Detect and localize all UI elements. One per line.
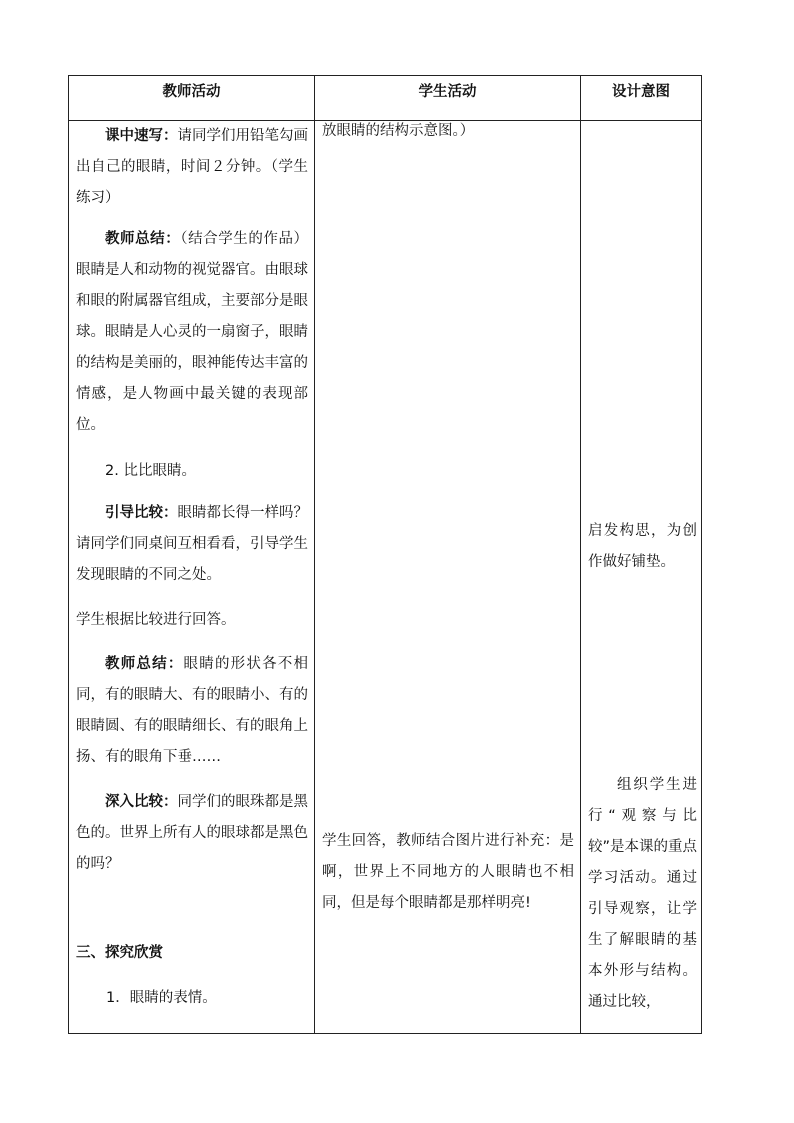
- summary2-text: 眼睛的形状各不相同，有的眼睛大、有的眼睛小、有的眼睛圆、有的眼睛细长、有的眼角上扬、有的眼角下垂……: [76, 656, 309, 765]
- compare-text: 眼睛都长得一样吗？请同学们同桌间互相看看，引导学生发现眼睛的不同之处。: [76, 505, 308, 583]
- student-line1: 放眼睛的结构示意图。）: [322, 123, 475, 139]
- student-activity-cell: [315, 121, 581, 1034]
- deep-compare-text: 同学们的眼珠都是黑色的。世界上所有人的眼球都是黑色的吗？: [76, 794, 308, 872]
- header-design-intent: 设计意图: [581, 76, 702, 121]
- item1-line: 1．眼睛的表情。: [106, 990, 217, 1006]
- sketch-text: 请同学们用铅笔勾画出自己的眼睛，时间２分钟。（学生练习）: [76, 128, 308, 206]
- teacher-activity-cell: [69, 121, 315, 1034]
- sketch-label: 课中速写：: [105, 128, 178, 144]
- lesson-plan-table: [68, 75, 702, 1034]
- sketch-paragraph: [76, 121, 308, 214]
- deep-compare-paragraph: [76, 787, 308, 880]
- design-intent-cell: [581, 121, 702, 1034]
- summary1-text: （结合学生的作品）眼睛是人和动物的视觉器官。由眼球和眼的附属器官组成，主要部分是眼球。眼睛是人心灵的一扇窗子，眼睛的结构是美丽的，眼神能传达丰富的情感，是人物画中最关键的表现部位。: [76, 231, 309, 433]
- header-teacher-activity: 教师活动: [69, 76, 315, 121]
- item2-line: 2. 比比眼睛。: [105, 463, 196, 479]
- deep-compare-label: 深入比较：: [105, 794, 178, 810]
- header-row: [69, 76, 702, 121]
- section3-heading: 三、探究欣赏: [76, 945, 163, 961]
- summary2-label: 教师总结：: [105, 656, 184, 672]
- content-row: [69, 121, 702, 1034]
- design-intent-2: 组织学生进行“观察与比较”是本课的重点学习活动。通过引导观察，让学生了解眼睛的基本外形与结构。通过比较，: [588, 777, 698, 1010]
- summary2-paragraph: [76, 649, 308, 773]
- summary1-label: 教师总结：: [105, 231, 181, 247]
- compare-label: 引导比较：: [105, 505, 178, 521]
- summary1-paragraph: [76, 224, 308, 441]
- answer-line: 学生根据比较进行回答。: [76, 612, 236, 628]
- header-student-activity: 学生活动: [315, 76, 581, 121]
- compare-paragraph: [76, 498, 308, 591]
- student-answer: 学生回答，教师结合图片进行补充：是啊，世界上不同地方的人眼睛也不相同，但是每个眼睛都是那样明亮!: [322, 833, 574, 911]
- design-intent-1: 启发构思，为创作做好铺垫。: [588, 523, 697, 570]
